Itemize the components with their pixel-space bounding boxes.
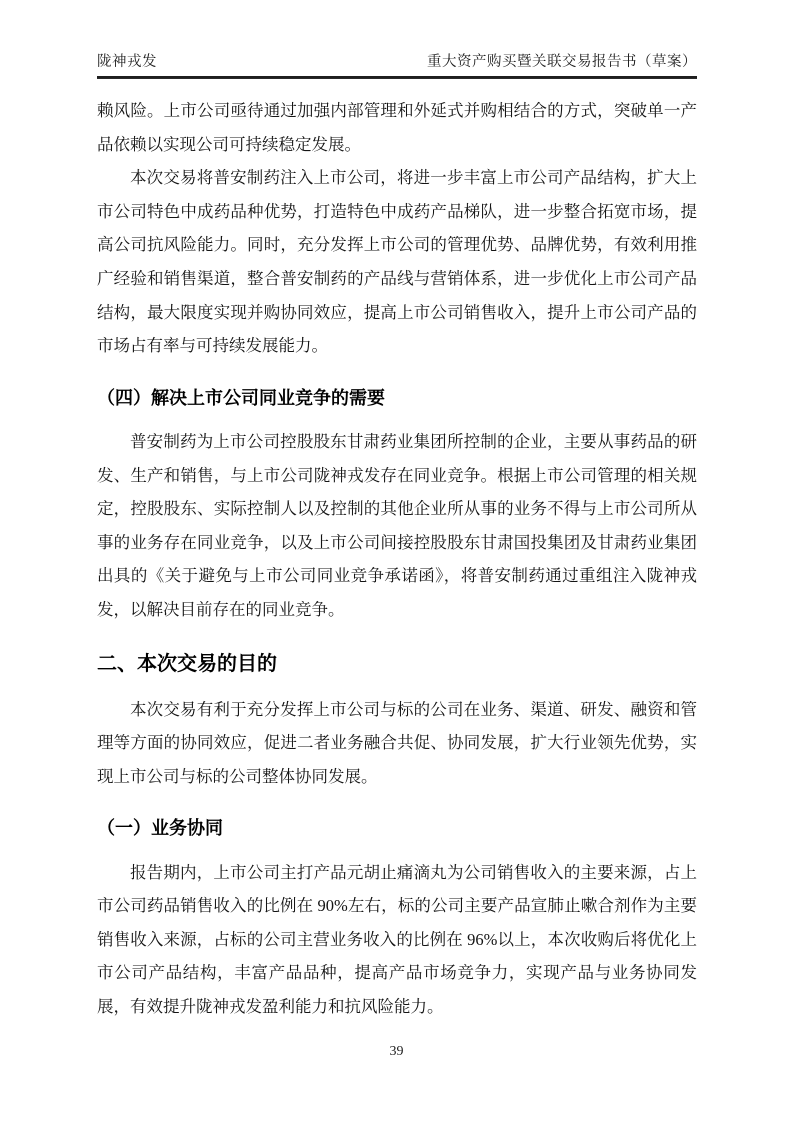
paragraph-injection: 本次交易将普安制药注入上市公司，将进一步丰富上市公司产品结构，扩大上市公司特色中成药品种优势，打造特色中成药产品梯队，进一步整合拓宽市场，提高公司抗风险能力。同时，充分发挥上市公司的管理优势、品牌优势，有效利用推广经验和销售渠道，整合普安制药的产品线与营销体系，进一步优化上市公司产品结构，最大限度实现并购协同效应，提高上市公司销售收入，提升上市公司产品的市场占有率与可持续发展能力。 <box>97 168 697 356</box>
header-company-name: 陇神戎发 <box>97 54 157 70</box>
paragraph-carryover: 赖风险。上市公司亟待通过加强内部管理和外延式并购相结合的方式，突破单一产品依赖以实现公司可持续稳定发展。 <box>97 101 697 154</box>
paragraph-competition: 普安制药为上市公司控股股东甘肃药业集团所控制的企业，主要从事药品的研发、生产和销售，与上市公司陇神戎发存在同业竞争。根据上市公司管理的相关规定，控股股东、实际控制人以及控制的其他企业所从事的业务不得与上市公司所从事的业务存在同业竞争，以及上市公司间接控股股东甘肃国投集团及甘肃药业集团出具的《关于避免与上市公司同业竞争承诺函》，将普安制药通过重组注入陇神戎发，以解决目前存在的同业竞争。 <box>97 432 697 620</box>
paragraph-synergy: 报告期内，上市公司主打产品元胡止痛滴丸为公司销售收入的主要来源，占上市公司药品销售收入的比例在 90%左右，标的公司主要产品宣肺止嗽合剂作为主要销售收入来源，占标的公司主营业务收入的比例在 96%以上，本次收购后将优化上市公司产品结构，丰富产品品种，提高产品市场竞争力，实现产品与业务协同发展，有效提升陇神戎发盈利能力和抗风险能力。 <box>97 862 697 1017</box>
header-divider-line <box>97 76 697 79</box>
document-body <box>97 82 697 1024</box>
page-header <box>97 50 697 79</box>
page-number: 39 <box>389 1044 404 1059</box>
header-doc-title: 重大资产购买暨关联交易报告书（草案） <box>427 54 697 70</box>
section-heading-purpose: 二、本次交易的目的 <box>97 652 277 675</box>
section-heading-synergy: （一）业务协同 <box>97 818 223 839</box>
paragraph-purpose: 本次交易有利于充分发挥上市公司与标的公司在业务、渠道、研发、融资和管理等方面的协同效应，促进二者业务融合共促、协同发展，扩大行业领先优势，实现上市公司与标的公司整体协同发展。 <box>97 699 697 786</box>
section-heading-competition: （四）解决上市公司同业竞争的需要 <box>97 387 385 408</box>
page-footer <box>0 1044 793 1060</box>
